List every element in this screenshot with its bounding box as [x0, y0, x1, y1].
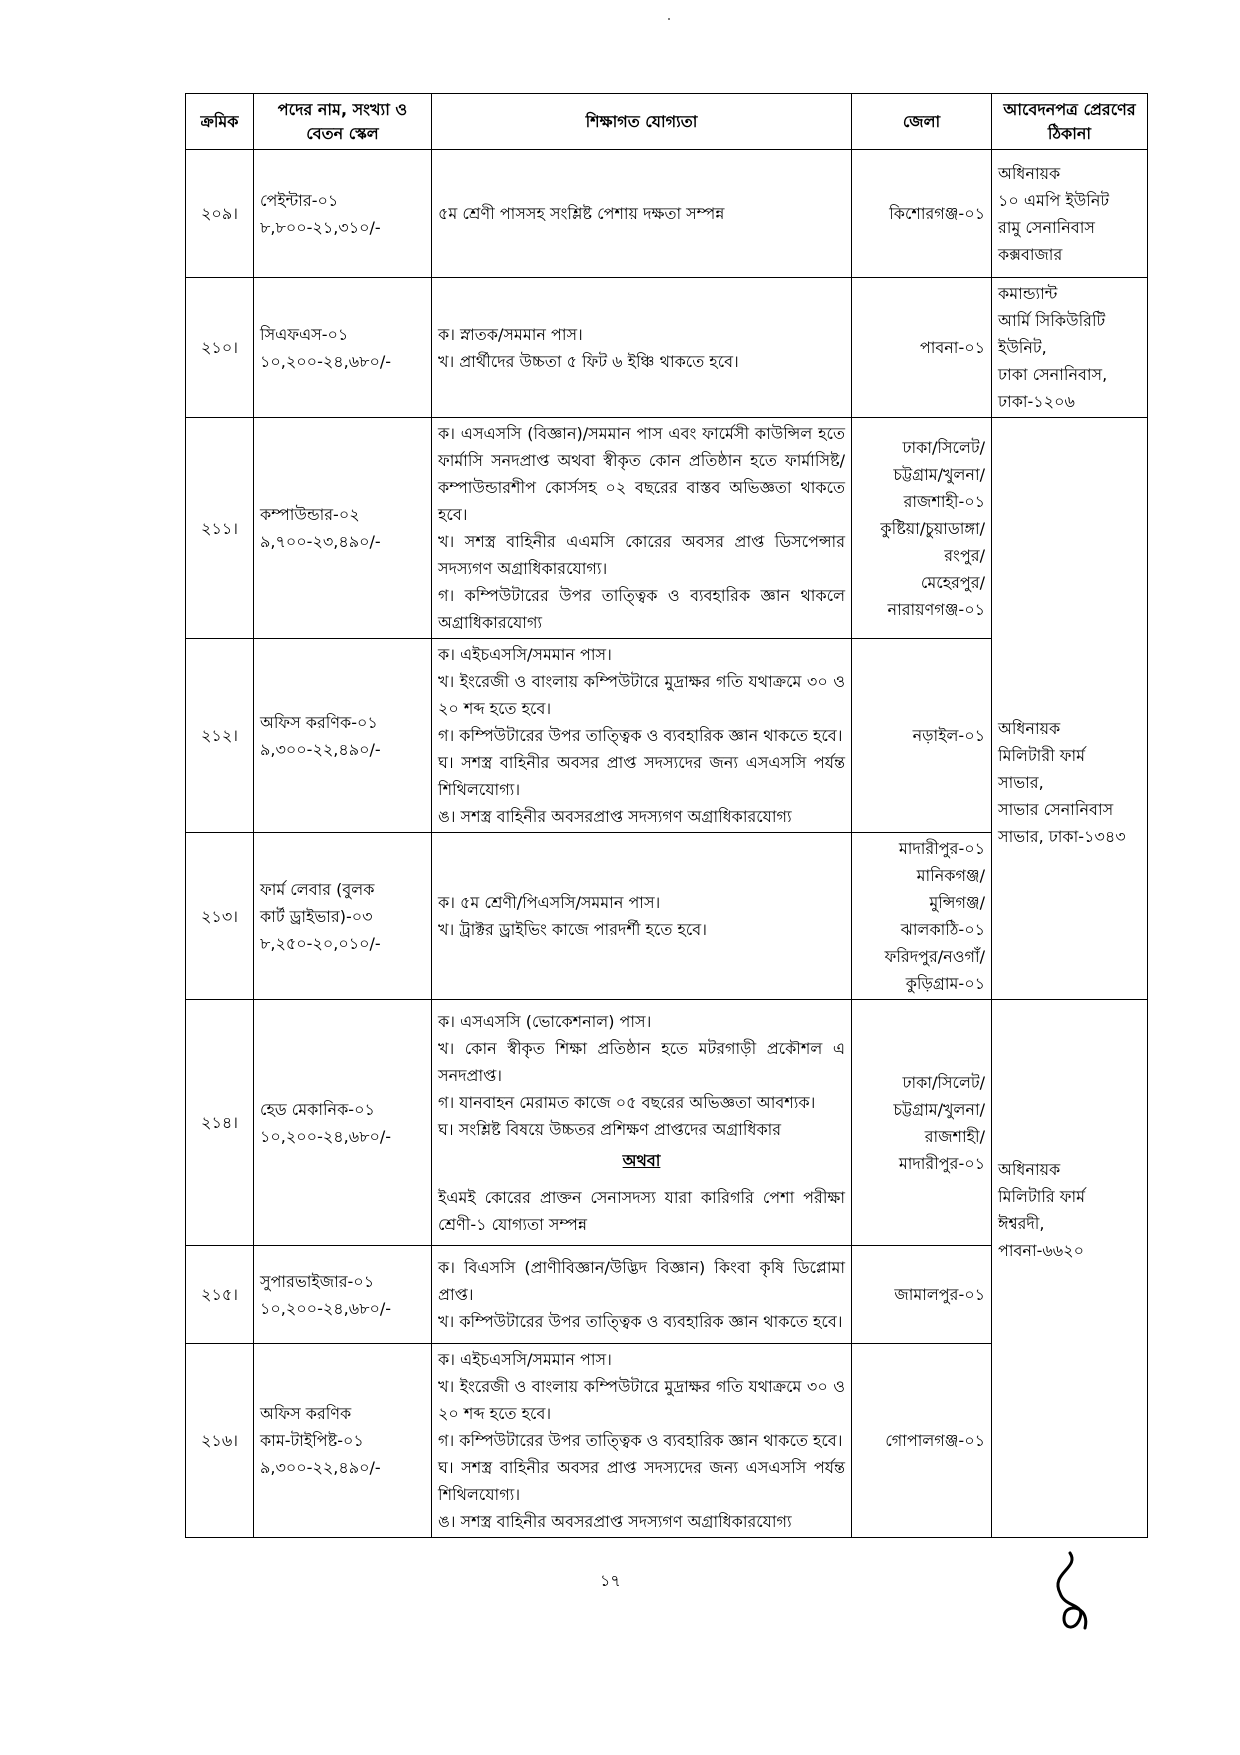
- district-line: রাজশাহী-০১: [903, 491, 985, 511]
- post-line: হেড মেকানিক-০১: [260, 1099, 375, 1119]
- district-cell: [852, 1344, 992, 1538]
- qualification-line: ঘ। সংশ্লিষ্ট বিষয়ে উচ্চতর প্রশিক্ষণ প্রাপ্তদের অগ্রাধিকার: [438, 1119, 782, 1139]
- post-cell: [254, 418, 432, 639]
- address-line: কক্সবাজার: [998, 244, 1063, 264]
- header-address: আবেদনপত্র প্রেরণের ঠিকানা: [992, 94, 1148, 150]
- district-cell: [852, 639, 992, 833]
- district-cell: [852, 1000, 992, 1246]
- address-cell-savar: [992, 418, 1148, 1000]
- post-line: কম্পাউন্ডার-০২: [260, 505, 360, 524]
- district-cell: [852, 1246, 992, 1344]
- address-line: ঢাকা-১২০৬: [998, 392, 1075, 411]
- qualification-line: খ। ইংরেজী ও বাংলায় কম্পিউটারে মুদ্রাক্ষর গতি যথাক্রমে ৩০ ও ২০ শব্দ হতে হবে।: [438, 672, 845, 718]
- qualification-line: ক। ৫ম শ্রেণী/পিএসসি/সমমান পাস।: [438, 893, 661, 912]
- address-cell: [992, 150, 1148, 278]
- page-number: ১৭: [600, 1571, 621, 1590]
- qualification-line: খ। প্রার্থীদের উচ্চতা ৫ ফিট ৬ ইঞ্চি থাকতে হবে।: [438, 351, 739, 371]
- table-row: [186, 418, 1148, 639]
- post-line: ৮,২৫০-২০,০১০/-: [260, 933, 381, 953]
- qualification-line: ৫ম শ্রেণী পাসসহ সংশ্লিষ্ট পেশায় দক্ষতা সম্পন্ন: [438, 204, 725, 223]
- district-line: চট্টগ্রাম/খুলনা/: [893, 464, 985, 484]
- address-line: মিলিটারী ফার্ম: [998, 746, 1086, 765]
- qualification-line: ক। এসএসসি (ভোকেশনাল) পাস।: [438, 1011, 652, 1031]
- serial-cell: ২১২।: [186, 639, 254, 833]
- header-serial: ক্রমিক: [186, 94, 254, 150]
- qualification-cell: [432, 639, 852, 833]
- qualification-line: ঘ। সশস্ত্র বাহিনীর অবসর প্রাপ্ত সদস্যদের জন্য এসএসসি পর্যন্ত শিথিলযোগ্য।: [438, 1458, 845, 1504]
- post-line: ১০,২০০-২৪,৬৮০/-: [260, 351, 392, 371]
- district-line: কিশোরগঞ্জ-০১: [889, 204, 985, 223]
- post-line: অফিস করণিক: [260, 1404, 352, 1423]
- table-row: [186, 278, 1148, 418]
- header-post: পদের নাম, সংখ্যা ও বেতন স্কেল: [254, 94, 432, 150]
- serial-cell: ২১০।: [186, 278, 254, 418]
- district-line: নারায়ণগঞ্জ-০১: [887, 599, 985, 619]
- signature-mark: [1040, 1548, 1110, 1638]
- qualification-line: খ। কম্পিউটারের উপর তাত্ত্বিক ও ব্যবহারিক জ্ঞান থাকতে হবে।: [438, 1312, 843, 1331]
- qualification-cell: [432, 1000, 852, 1246]
- post-cell: [254, 1000, 432, 1246]
- address-line: ইউনিট,: [998, 338, 1047, 357]
- qualification-line: খ। ট্রাক্টর ড্রাইভিং কাজে পারদর্শী হতে হবে।: [438, 920, 707, 939]
- address-cell: [992, 278, 1148, 418]
- post-line: ৯,৩০০-২২,৪৯০/-: [260, 1458, 381, 1477]
- district-line: মুন্সিগঞ্জ/: [929, 893, 985, 912]
- district-line: মাদারীপুর-০১: [898, 1153, 985, 1173]
- address-line: অধিনায়ক: [998, 1159, 1061, 1179]
- qualification-cell: [432, 418, 852, 639]
- post-cell: [254, 278, 432, 418]
- qualification-line: ক। স্নাতক/সমমান পাস।: [438, 324, 583, 344]
- qualification-line: ক। এইচএসসি/সমমান পাস।: [438, 1350, 612, 1369]
- district-line: মাদারীপুর-০১: [898, 839, 985, 858]
- qualification-cell: [432, 833, 852, 1000]
- post-cell: [254, 1344, 432, 1538]
- address-line: মিলিটারি ফার্ম: [998, 1186, 1086, 1206]
- qualification-line: ক। এইচএসসি/সমমান পাস।: [438, 645, 612, 664]
- serial-cell: ২১১।: [186, 418, 254, 639]
- address-line: অধিনায়ক: [998, 719, 1061, 738]
- qualification-line: গ। কম্পিউটারের উপর তাত্ত্বিক ও ব্যবহারিক জ্ঞান থাকলে অগ্রাধিকারযোগ্য: [438, 586, 845, 632]
- qualification-line: ক। এসএসসি (বিজ্ঞান)/সমমান পাস এবং ফার্মেসী কাউন্সিল হতে ফার্মাসি সনদপ্রাপ্ত অথবা স্বীকৃত কোন প্রতিষ্ঠান হতে ফার্মাসিষ্ট/কম্পাউন্ডারশীপ কোর্সসহ ০২ বছরের বাস্তব অভিজ্ঞতা থাকতে হবে।: [438, 424, 845, 524]
- post-line: ১০,২০০-২৪,৬৮০/-: [260, 1126, 392, 1146]
- district-line: চট্টগ্রাম/খুলনা/: [893, 1099, 985, 1119]
- qualification-line: ঙ। সশস্ত্র বাহিনীর অবসরপ্রাপ্ত সদস্যগণ অগ্রাধিকারযোগ্য: [438, 1512, 792, 1531]
- address-line: পাবনা-৬৬২০: [998, 1240, 1084, 1260]
- table-row: [186, 1000, 1148, 1246]
- district-cell: [852, 150, 992, 278]
- district-line: রংপুর/: [944, 545, 985, 565]
- district-line: ঢাকা/সিলেট/: [902, 437, 985, 457]
- address-line: ১০ এমপি ইউনিট: [998, 190, 1110, 210]
- address-line: রামু সেনানিবাস: [998, 217, 1095, 237]
- district-cell: [852, 278, 992, 418]
- qualification-line: গ। কম্পিউটারের উপর তাত্ত্বিক ও ব্যবহারিক জ্ঞান থাকতে হবে।: [438, 1431, 843, 1450]
- post-line: পেইন্টার-০১: [260, 190, 339, 210]
- qualification-cell: [432, 150, 852, 278]
- qualification-line: খ। ইংরেজী ও বাংলায় কম্পিউটারে মুদ্রাক্ষর গতি যথাক্রমে ৩০ ও ২০ শব্দ হতে হবে।: [438, 1377, 845, 1423]
- address-cell-ishwardi: [992, 1000, 1148, 1538]
- qualification-cell: [432, 1246, 852, 1344]
- post-line: ফার্ম লেবার (বুলক: [260, 879, 375, 899]
- post-line: ৮,৮০০-২১,৩১০/-: [260, 217, 381, 237]
- post-line: অফিস করণিক-০১: [260, 712, 378, 732]
- district-line: গোপালগঞ্জ-০১: [885, 1431, 985, 1450]
- district-cell: [852, 418, 992, 639]
- header-qualification: শিক্ষাগত যোগ্যতা: [432, 94, 852, 150]
- post-line: কাম-টাইপিষ্ট-০১: [260, 1431, 364, 1450]
- district-line: মেহেরপুর/: [920, 572, 985, 592]
- address-line: সাভার, ঢাকা-১৩৪৩: [998, 827, 1126, 846]
- district-line: কুষ্টিয়া/চুয়াডাঙ্গা/: [880, 518, 985, 538]
- post-line: কার্ট ড্রাইভার)-০৩: [260, 906, 373, 926]
- post-line: ৯,৩০০-২২,৪৯০/-: [260, 739, 381, 759]
- recruitment-table: [185, 93, 1148, 1538]
- post-line: সুপারভাইজার-০১: [260, 1271, 375, 1291]
- address-line: অধিনায়ক: [998, 163, 1061, 183]
- serial-cell: ২০৯।: [186, 150, 254, 278]
- address-line: সাভার সেনানিবাস: [998, 800, 1114, 819]
- post-line: ৯,৭০০-২৩,৪৯০/-: [260, 532, 381, 551]
- post-line: ১০,২০০-২৪,৬৮০/-: [260, 1298, 392, 1318]
- district-cell: [852, 833, 992, 1000]
- qualification-line: গ। যানবাহন মেরামত কাজে ০৫ বছরের অভিজ্ঞতা আবশ্যক।: [438, 1092, 816, 1112]
- address-line: আর্মি সিকিউরিটি: [998, 311, 1106, 330]
- qualification-alt: ইএমই কোরের প্রাক্তন সেনাসদস্য যারা কারিগরি পেশা পরীক্ষা শ্রেণী-১ যোগ্যতা সম্পন্ন: [438, 1187, 845, 1234]
- district-line: কুড়িগ্রাম-০১: [905, 974, 985, 993]
- district-line: ঝালকাঠি-০১: [900, 920, 985, 939]
- district-line: রাজশাহী/: [924, 1126, 985, 1146]
- address-line: সাভার,: [998, 773, 1044, 792]
- qualification-cell: [432, 1344, 852, 1538]
- address-line: কমান্ড্যান্ট: [998, 284, 1058, 303]
- post-cell: [254, 639, 432, 833]
- post-cell: [254, 1246, 432, 1344]
- district-line: পাবনা-০১: [919, 338, 985, 357]
- qualification-line: ঙ। সশস্ত্র বাহিনীর অবসরপ্রাপ্ত সদস্যগণ অগ্রাধিকারযোগ্য: [438, 807, 792, 826]
- qualification-line: ক। বিএসসি (প্রাণীবিজ্ঞান/উদ্ভিদ বিজ্ঞান) কিংবা কৃষি ডিপ্লোমা প্রাপ্ত।: [438, 1258, 845, 1304]
- district-line: ঢাকা/সিলেট/: [902, 1072, 985, 1092]
- address-line: ঢাকা সেনানিবাস,: [998, 365, 1108, 384]
- qualification-line: গ। কম্পিউটারের উপর তাত্ত্বিক ও ব্যবহারিক জ্ঞান থাকতে হবে।: [438, 726, 843, 745]
- speck-mark: [668, 18, 670, 20]
- qualification-line: ঘ। সশস্ত্র বাহিনীর অবসর প্রাপ্ত সদস্যদের জন্য এসএসসি পর্যন্ত শিথিলযোগ্য।: [438, 753, 845, 799]
- table-row: [186, 150, 1148, 278]
- or-label: অথবা: [622, 1150, 661, 1170]
- qualification-line: খ। সশস্ত্র বাহিনীর এএমসি কোরের অবসর প্রাপ্ত ডিসপেন্সার সদস্যগণ অগ্রাধিকারযোগ্য।: [438, 532, 845, 578]
- post-cell: [254, 833, 432, 1000]
- serial-cell: ২১৫।: [186, 1246, 254, 1344]
- serial-cell: ২১৩।: [186, 833, 254, 1000]
- serial-cell: ২১৬।: [186, 1344, 254, 1538]
- post-line: সিএফএস-০১: [260, 324, 349, 344]
- district-line: জামালপুর-০১: [894, 1285, 985, 1304]
- district-line: নড়াইল-০১: [912, 726, 985, 745]
- post-cell: [254, 150, 432, 278]
- district-line: ফরিদপুর/নওগাঁ/: [884, 947, 985, 966]
- header-district: জেলা: [852, 94, 992, 150]
- address-line: ঈশ্বরদী,: [998, 1213, 1045, 1233]
- district-line: মানিকগঞ্জ/: [916, 866, 985, 885]
- qualification-line: খ। কোন স্বীকৃত শিক্ষা প্রতিষ্ঠান হতে মটরগাড়ী প্রকৌশল এ সনদপ্রাপ্ত।: [438, 1038, 845, 1085]
- serial-cell: ২১৪।: [186, 1000, 254, 1246]
- qualification-cell: [432, 278, 852, 418]
- header-row: [186, 94, 1148, 150]
